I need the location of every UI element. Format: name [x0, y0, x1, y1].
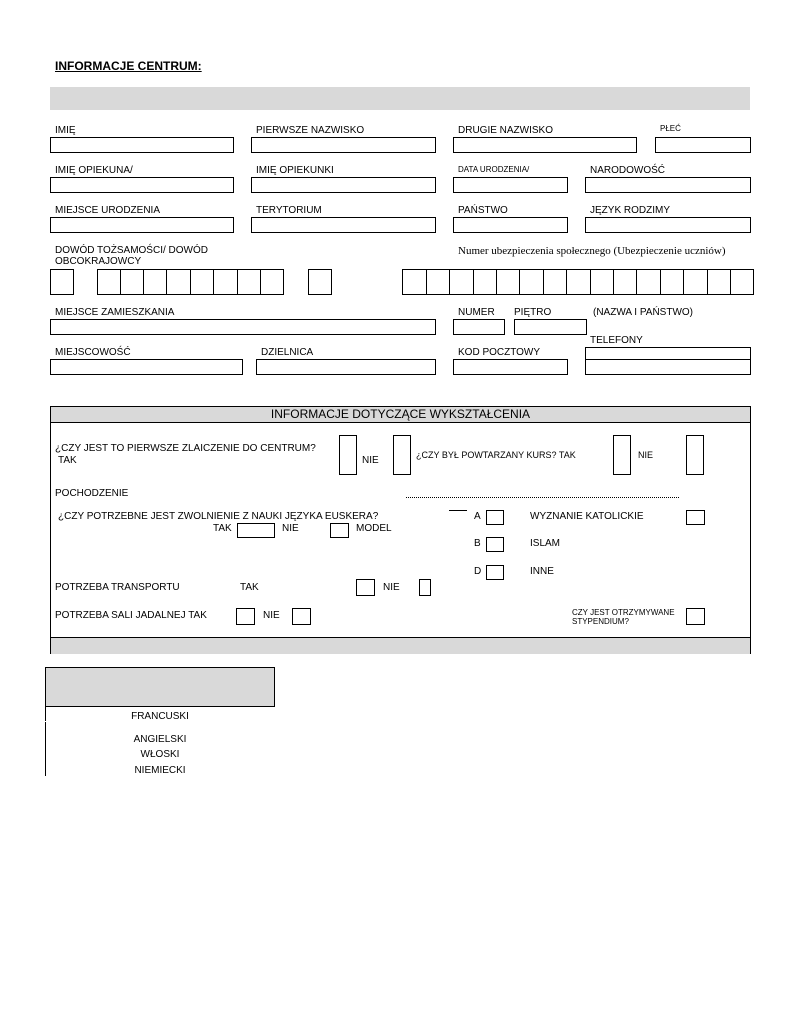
label-jezyk-rodzimy: JĘZYK RODZIMY — [590, 205, 671, 216]
label-pierwsze-nazwisko: PIERWSZE NAZWISKO — [256, 125, 365, 136]
education-header: INFORMACJE DOTYCZĄCE WYKSZTAŁCENIA — [270, 407, 531, 421]
label-drugie-nazwisko: DRUGIE NAZWISKO — [458, 125, 554, 136]
repeated-course-question: ¿CZY BYŁ POWTARZANY KURS? TAK — [416, 450, 576, 460]
option-d-label: D — [474, 566, 482, 577]
languages-header-box — [45, 667, 275, 707]
option-a-label: A — [474, 511, 481, 522]
option-a-checkbox[interactable] — [486, 510, 504, 525]
jadalnia-label: POTRZEBA SALI JADALNEJ TAK — [55, 610, 207, 621]
language-angielski: ANGIELSKI — [133, 734, 187, 745]
id-cell[interactable] — [237, 269, 261, 295]
ssn-cell[interactable] — [519, 269, 544, 295]
data-urodzenia-field[interactable] — [453, 177, 568, 193]
inne-label: INNE — [530, 566, 554, 577]
label-miejsce-zamieszkania: MIEJSCE ZAMIESZKANIA — [55, 307, 175, 318]
id-cell[interactable] — [143, 269, 167, 295]
page-title: INFORMACJE CENTRUM: — [55, 59, 202, 73]
label-obcokrajowcy: OBCOKRAJOWCY — [55, 256, 142, 267]
label-kod-pocztowy: KOD POCZTOWY — [458, 347, 541, 358]
ssn-cell[interactable] — [613, 269, 637, 295]
id-cell[interactable] — [97, 269, 121, 295]
ssn-cell[interactable] — [636, 269, 661, 295]
education-footer-bar — [51, 637, 750, 654]
model-label: MODEL — [356, 523, 392, 534]
label-pochodzenie: POCHODZENIE — [55, 488, 129, 499]
panstwo-field[interactable] — [453, 217, 568, 233]
euskera-nie-label: NIE — [282, 523, 299, 534]
option-b-label: B — [474, 538, 481, 549]
language-francuski: FRANCUSKI — [131, 711, 189, 722]
label-nazwa-panstwo: (NAZWA I PAŃSTWO) — [593, 307, 693, 318]
ssn-cell[interactable] — [590, 269, 614, 295]
terytorium-field[interactable] — [251, 217, 436, 233]
euskera-tak-label: TAK — [213, 523, 232, 534]
id-cell[interactable] — [50, 269, 74, 295]
stypendium-checkbox[interactable] — [686, 608, 705, 625]
label-imie-opiekuna: IMIĘ OPIEKUNA/ — [55, 165, 133, 176]
label-miejsce-urodzenia: MIEJSCE URODZENIA — [55, 205, 161, 216]
label-numer: NUMER — [458, 307, 495, 318]
kod-pocztowy-field[interactable] — [453, 359, 568, 375]
label-dowod: DOWÓD TOŻSAMOŚCI/ DOWÓD — [55, 245, 208, 256]
ssn-cell[interactable] — [660, 269, 684, 295]
id-cell[interactable] — [260, 269, 284, 295]
miejsce-zamieszkania-field[interactable] — [50, 319, 436, 335]
ssn-cell[interactable] — [402, 269, 427, 295]
pietro-field[interactable] — [514, 319, 587, 335]
euskera-tak-checkbox[interactable] — [237, 523, 275, 538]
transport-nie-label: NIE — [383, 582, 400, 593]
ssn-cell[interactable] — [707, 269, 731, 295]
transport-tak-checkbox[interactable] — [356, 579, 375, 596]
id-cell[interactable] — [120, 269, 144, 295]
narodowosc-field[interactable] — [585, 177, 751, 193]
repeated-nie-checkbox[interactable] — [686, 435, 704, 475]
jadalnia-nie-checkbox[interactable] — [292, 608, 311, 625]
ssn-cell[interactable] — [730, 269, 754, 295]
stypendium-clip — [572, 608, 682, 625]
euskera-question: ¿CZY POTRZEBNE JEST ZWOLNIENIE Z NAUKI JĘZYKA EUSKERA? — [58, 511, 379, 522]
language-niemiecki: NIEMIECKI — [134, 765, 186, 776]
label-miejscowosc: MIEJSCOWOŚĆ — [55, 347, 131, 358]
ssn-cell[interactable] — [566, 269, 591, 295]
first-enrollment-tak-label: TAK — [58, 455, 77, 466]
header-bar — [50, 87, 750, 110]
option-b-checkbox[interactable] — [486, 537, 504, 552]
label-plec: PŁEĆ — [660, 124, 681, 133]
euskera-nie-checkbox[interactable] — [330, 523, 349, 538]
islam-label: ISLAM — [530, 538, 561, 549]
first-enrollment-nie-label: NIE — [362, 455, 379, 466]
label-panstwo: PAŃSTWO — [458, 205, 508, 216]
imie-opiekuna-field[interactable] — [50, 177, 234, 193]
numer-field[interactable] — [453, 319, 505, 335]
imie-field[interactable] — [50, 137, 234, 153]
imie-opiekunki-field[interactable] — [251, 177, 436, 193]
label-data-urodzenia: DATA URODZENIA/ — [458, 165, 530, 174]
id-letter-cell[interactable] — [308, 269, 332, 295]
drugie-nazwisko-field[interactable] — [453, 137, 637, 153]
wyznanie-checkbox[interactable] — [686, 510, 705, 525]
label-dzielnica: DZIELNICA — [261, 347, 314, 358]
id-cell[interactable] — [190, 269, 214, 295]
label-pietro: PIĘTRO — [514, 307, 552, 318]
miejscowosc-field[interactable] — [50, 359, 243, 375]
label-telefony: TELEFONY — [590, 335, 643, 346]
model-line — [449, 510, 467, 511]
label-numer-ubezpieczenia: Numer ubezpieczenia społecznego (Ubezpieczenie uczniów) — [458, 245, 726, 257]
languages-left-line — [45, 707, 46, 721]
transport-nie-checkbox[interactable] — [419, 579, 431, 596]
option-d-checkbox[interactable] — [486, 565, 504, 580]
first-enrollment-tak-checkbox[interactable] — [339, 435, 357, 475]
transport-tak-label: TAK — [240, 582, 259, 593]
languages-left-line — [45, 722, 46, 776]
ssn-cell[interactable] — [496, 269, 520, 295]
label-imie: IMIĘ — [55, 125, 76, 136]
plec-field[interactable] — [655, 137, 751, 153]
dzielnica-field[interactable] — [256, 359, 436, 375]
label-terytorium: TERYTORIUM — [256, 205, 322, 216]
stypendium-label: CZY JEST OTRZYMYWANE STYPENDIUM? — [572, 608, 675, 625]
first-enrollment-question: ¿CZY JEST TO PIERWSZE ZLAICZENIE DO CENTRUM? — [55, 443, 316, 454]
pierwsze-nazwisko-field[interactable] — [251, 137, 436, 153]
transport-label: POTRZEBA TRANSPORTU — [55, 582, 180, 593]
label-imie-opiekunki: IMIĘ OPIEKUNKI — [256, 165, 334, 176]
jadalnia-nie-label: NIE — [263, 610, 280, 621]
first-enrollment-nie-checkbox[interactable] — [393, 435, 411, 475]
id-cell[interactable] — [213, 269, 238, 295]
ssn-cell[interactable] — [426, 269, 450, 295]
miejsce-urodzenia-field[interactable] — [50, 217, 234, 233]
jadalnia-tak-checkbox[interactable] — [236, 608, 255, 625]
ssn-cell[interactable] — [683, 269, 708, 295]
inne-edge-mark — [750, 565, 751, 580]
label-narodowosc: NARODOWOŚĆ — [590, 165, 665, 176]
islam-edge-mark — [750, 537, 751, 552]
language-wloski: WŁOSKI — [140, 749, 180, 760]
repeated-tak-checkbox[interactable] — [613, 435, 631, 475]
ssn-cell[interactable] — [473, 269, 497, 295]
pochodzenie-line[interactable] — [406, 497, 679, 498]
ssn-cell[interactable] — [449, 269, 474, 295]
repeated-nie-label: NIE — [638, 450, 654, 460]
wyznanie-label: WYZNANIE KATOLICKIE — [530, 511, 644, 522]
jezyk-rodzimy-field[interactable] — [585, 217, 751, 233]
ssn-cell[interactable] — [543, 269, 567, 295]
id-cell[interactable] — [166, 269, 191, 295]
telefon-field-2[interactable] — [585, 359, 751, 375]
